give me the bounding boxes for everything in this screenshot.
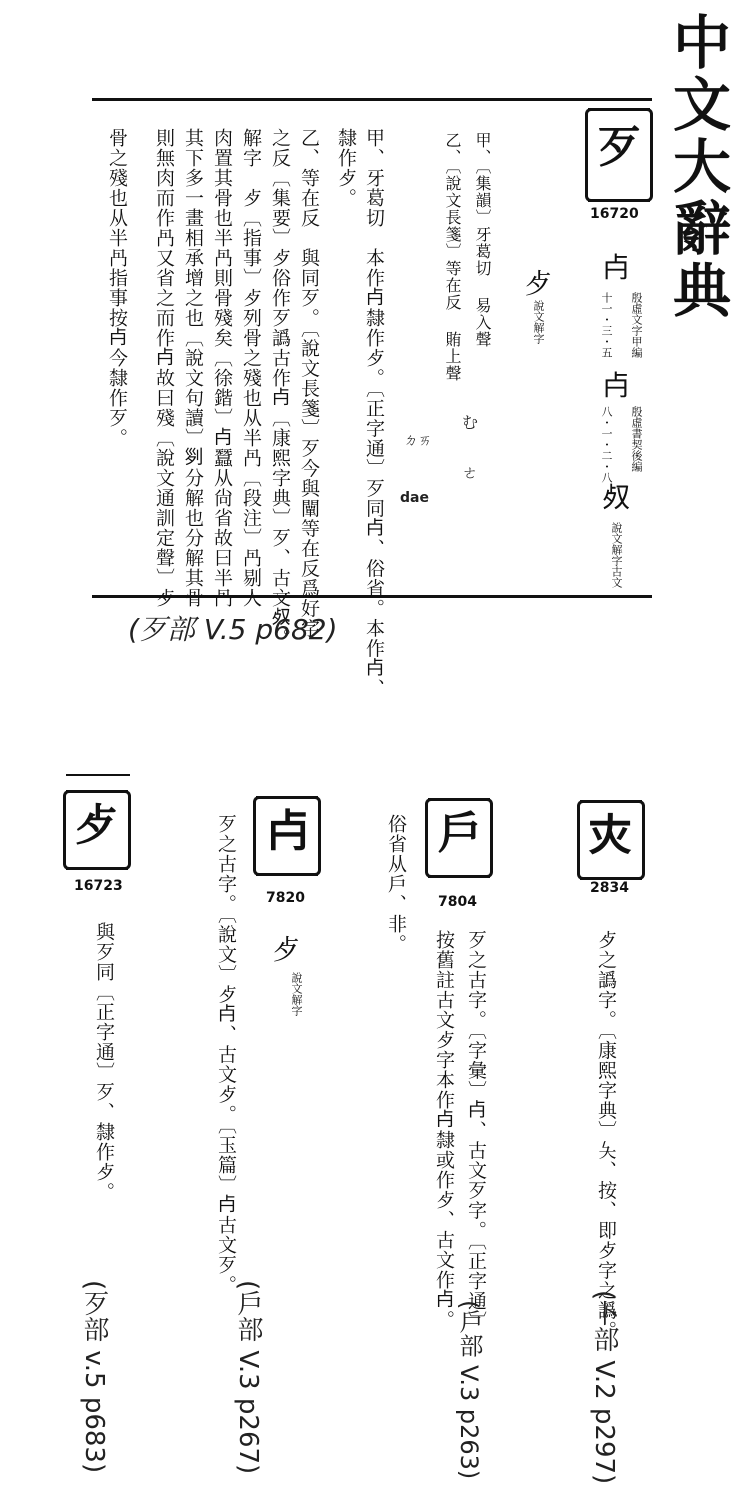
handwritten-reference: (卜部 V.2 p297) [589, 1290, 619, 1485]
form-source-label: 說文解字古文 [610, 522, 623, 588]
entry-number: 7804 [438, 894, 477, 910]
form-source-label: 說文解字 [532, 300, 545, 344]
entry-body-line: 則無肉而作冎又省之而作𣦵故曰殘〔說文通訓定聲〕歺 [153, 128, 175, 608]
entry-number: 2834 [590, 880, 629, 896]
phonetic-mark: ㄜ [462, 463, 479, 482]
entry-body-line: 按舊註古文歺字本作𣦵隸或作歺、古文作𣦵。 [433, 930, 455, 1330]
phonetic-mark: dae [400, 490, 429, 506]
ancient-form-glyph: 𣦼 [602, 481, 631, 514]
entry-body-line: 其下多一畫相承增之也〔說文句讀〕𠛱分解也分解其骨 [182, 128, 204, 608]
form-source-value: 八・一・二・八 [600, 406, 613, 483]
reading-line: 甲、〔集韻〕牙葛切 易入聲 [473, 132, 492, 348]
entry-body-line: 肉置其骨也半冎則骨殘矣〔徐鍇〕𣦵蠶从尙省故曰半冎 [211, 128, 233, 608]
entry-body-line: 歹之古字。〔字彙〕𣦵、古文歹字。〔正字通〕 [465, 930, 487, 1331]
handwritten-reference: (歹部 V.5 p682) [128, 613, 338, 646]
oracle-form-glyph: 𣦵 [602, 251, 631, 284]
handwritten-reference: (戶部 V.3 p263) [455, 1300, 483, 1480]
shuowen-form-glyph: 歺 [524, 267, 553, 300]
entry-top-rule [66, 774, 130, 776]
bronze-form-glyph: 𣦵 [602, 369, 631, 402]
entry-body-line: 骨之殘也从半冎指事按𣦵今隸作歹。 [106, 128, 128, 448]
entry-body-line: 歺之譌字。〔康熙字典〕夨、按、即歺字之譌。 [595, 930, 617, 1341]
entry-body-line: 乙、等在反 與同歹。〔說文長箋〕歹今與闡等在反爲好字 [298, 128, 320, 639]
form-source-value: 十一・三・五 [600, 292, 613, 358]
form-source-label: 說文解字 [290, 972, 303, 1016]
entry-number: 16723 [74, 878, 123, 894]
top-rule [92, 98, 652, 101]
entry-head-char: 𣦵 [266, 806, 310, 857]
entry-number: 7820 [266, 890, 305, 906]
form-source-label: 殷虛文字甲編 [630, 292, 643, 358]
entry-body-line: 隸作歺。 [335, 128, 357, 208]
entry-head-char: 戶 [438, 808, 482, 859]
shuowen-form-glyph: 歺 [272, 933, 301, 966]
entry-body-line: 解字 歺〔指事〕歺列骨之殘也从半冎〔段注〕冎剔人 [240, 128, 262, 608]
entry-body-line: 歹之古字。〔說文〕歺𣦵、古文歺。〔玉篇〕𣦵古文歹。 [215, 814, 237, 1295]
phonetic-mark: ㄉㄞ [404, 433, 432, 449]
entry-body-line: 之反〔集要〕歺俗作歹譌古作𣦵〔康熙字典〕歹、古文𣦼。 [269, 128, 291, 648]
handwritten-reference: (歹部 v.5 p683) [79, 1280, 109, 1474]
entry-head-char: 歹 [597, 122, 641, 173]
entry-head-char: 𡗜 [588, 810, 632, 861]
handwritten-reference: (戶部 V.3 p267) [233, 1280, 263, 1475]
entry-head-char: 歺 [74, 800, 118, 851]
entry-number: 16720 [590, 206, 639, 222]
entry-body-line: 與歹同〔正字通〕歹、隸作歺。 [93, 922, 115, 1202]
phonetic-mark: む [462, 413, 479, 432]
reading-line: 乙、〔說文長箋〕等在反 賄上聲 [443, 132, 462, 382]
entry-body-line: 俗省从戶、非。 [385, 814, 407, 954]
page-title: 中文大辭典 [663, 12, 731, 322]
form-source-label: 殷虛書契後編 [630, 406, 643, 472]
entry-body-line: 甲、牙葛切 本作𣦵隸作歺。〔正字通〕歹同𣦵、俗省。本作𣦵、 [363, 128, 385, 699]
